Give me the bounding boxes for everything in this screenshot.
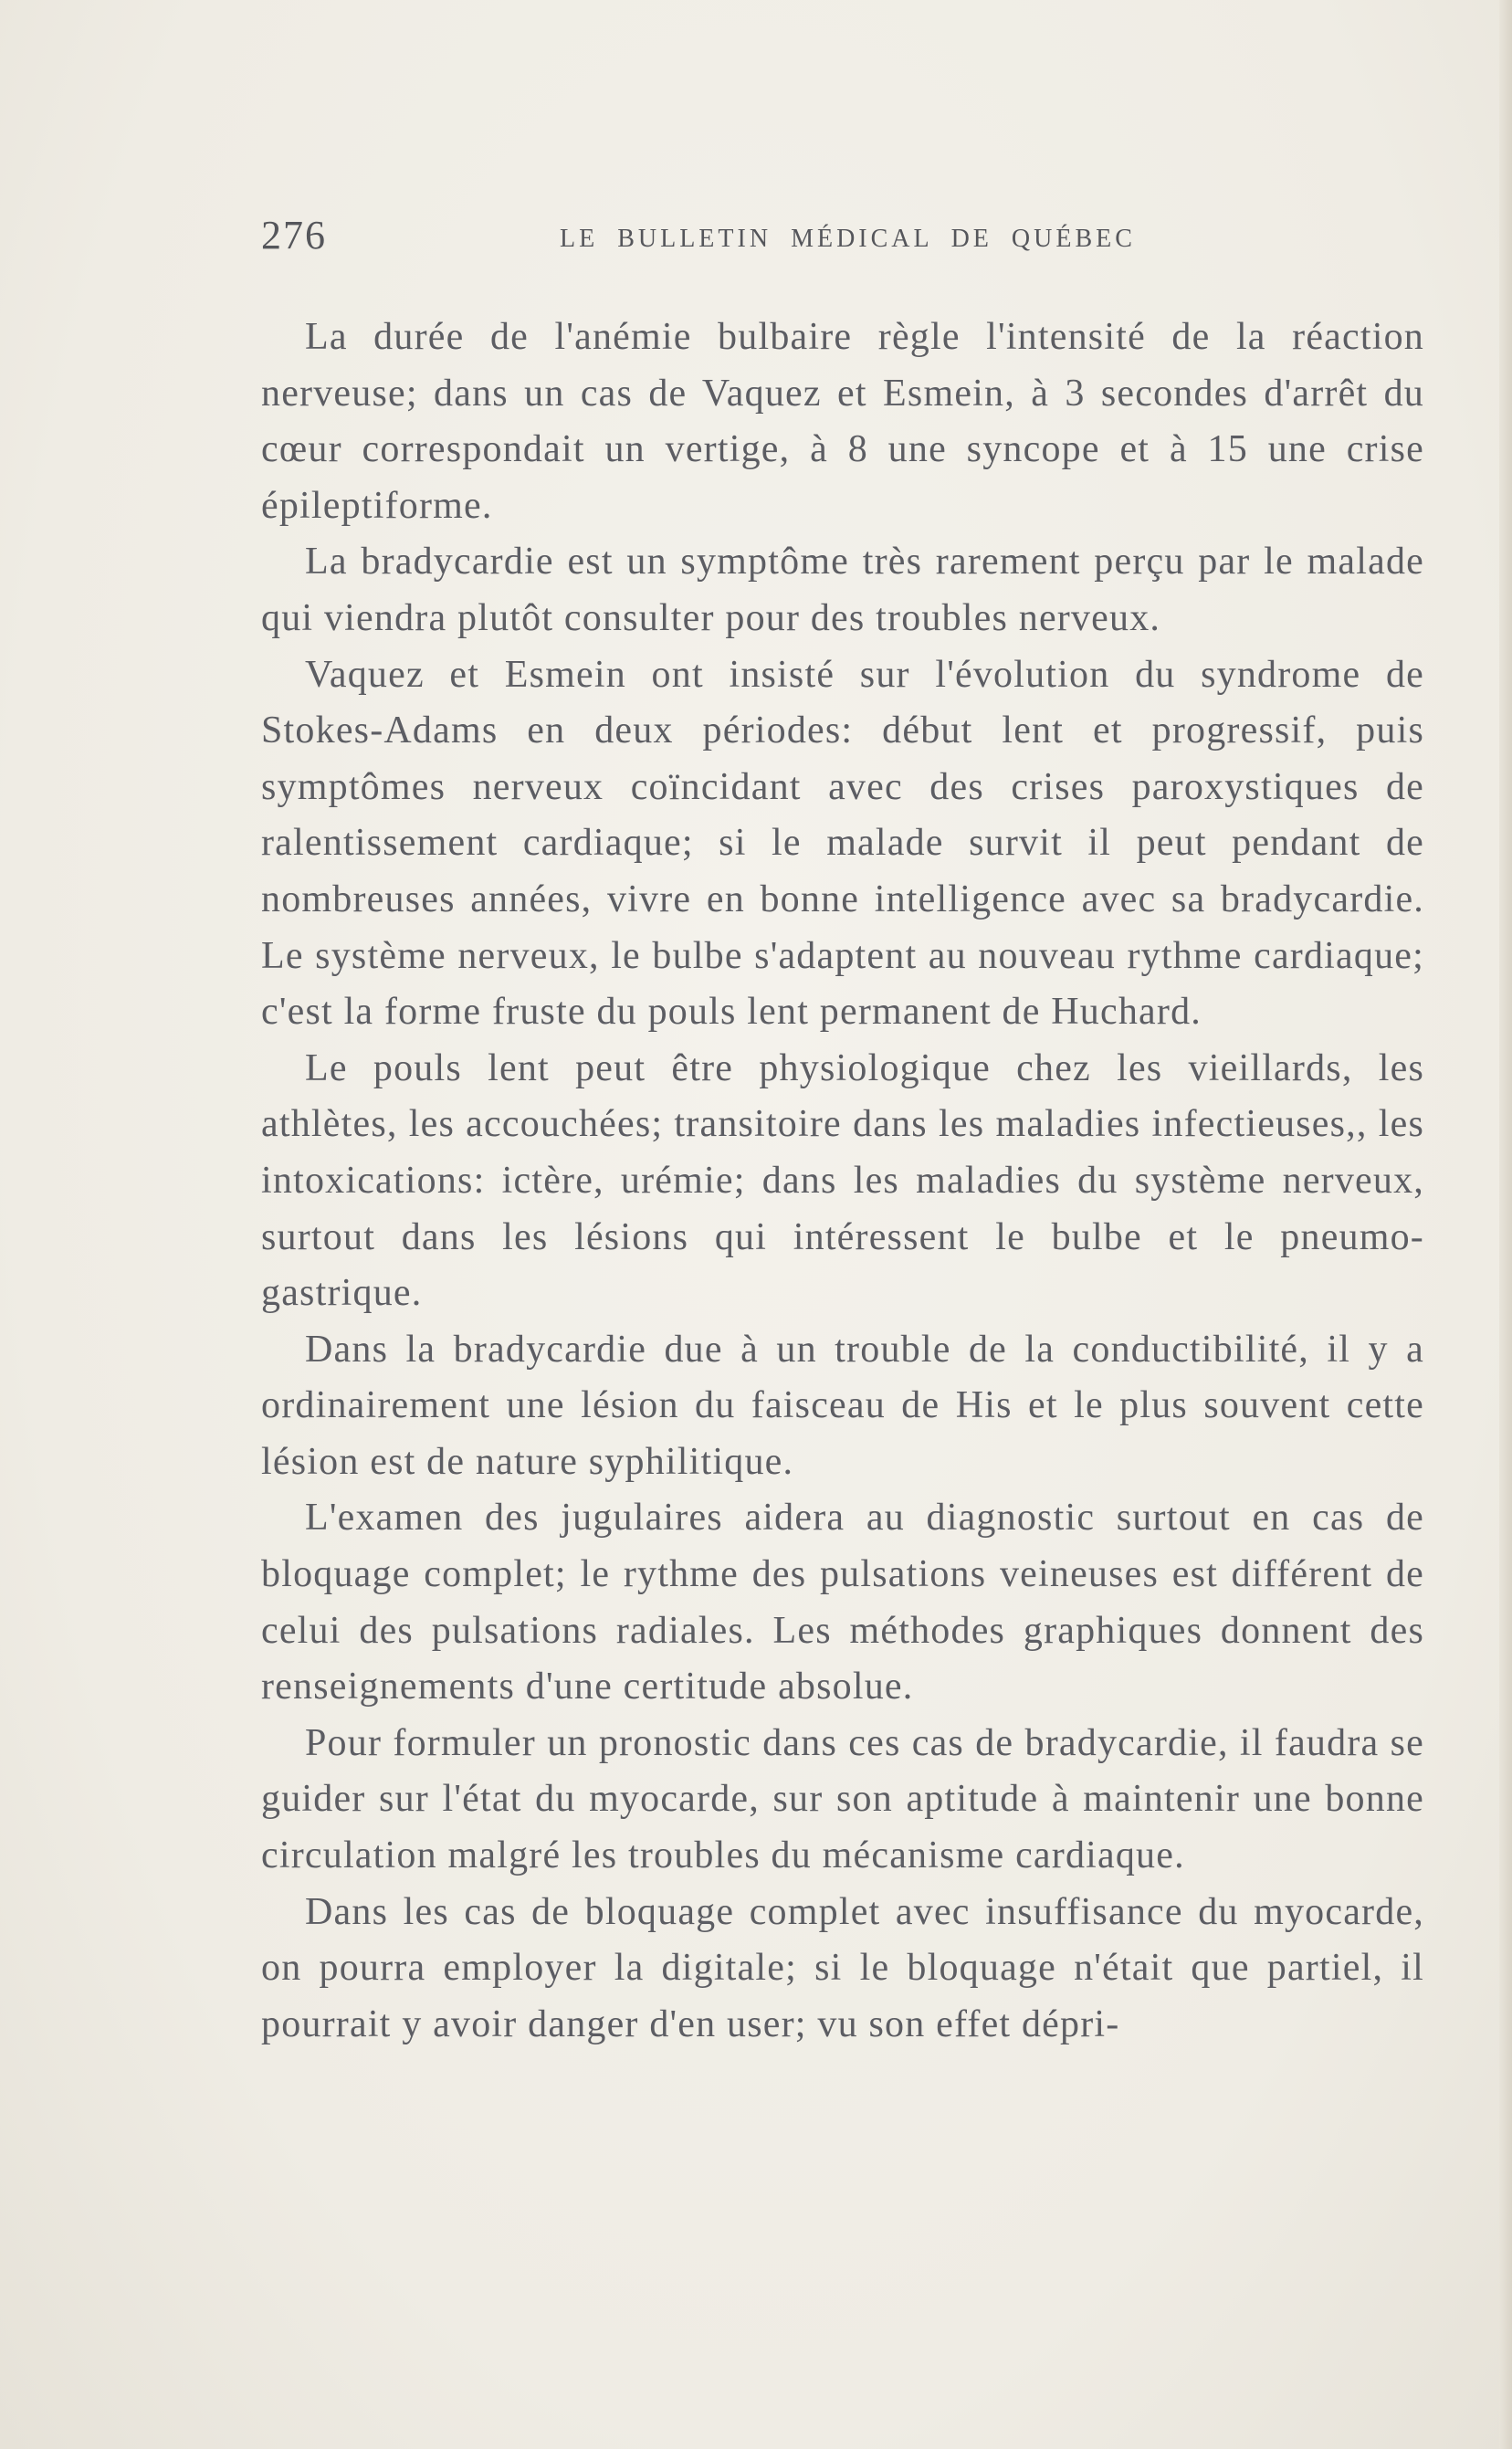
paragraph: Dans la bradycardie due à un trouble de la conductibilité, il y a ordinairement une lésion du faisceau de His et le plus souvent cette lésion est de nature syphilitique.	[261, 1328, 1424, 1483]
paragraph: L'examen des jugulaires aidera au diagnostic surtout en cas de bloquage complet; le rythme des pulsations veineuses est différent de celui des pulsations radiales. Les méthodes graphiques donnent des renseignements d'une certitude absolue.	[261, 1497, 1424, 1708]
paragraph: Dans les cas de bloquage complet avec insuffisance du myocarde, on pourra employer la digitale; si le bloquage n'était que partiel, il pourrait y avoir danger d'en user; vu son effet dépri-	[261, 1890, 1424, 2045]
paragraph: Vaquez et Esmein ont insisté sur l'évolution du syndrome de Stokes-Adams en deux périodes: début lent et progressif, puis symptômes nerveux coïncidant avec des crises paroxystiques de ralentissement cardiaque; si le malade survit il peut pendant de nombreuses années, vivre en bonne intelligence avec sa bradycardie. Le système nerveux, le bulbe s'adaptent au nouveau rythme cardiaque; c'est la forme fruste du pouls lent permanent de Huchard.	[261, 653, 1424, 1034]
paragraph: La bradycardie est un symptôme très rarement perçu par le malade qui viendra plutôt consulter pour des troubles nerveux.	[261, 541, 1424, 639]
running-title: LE BULLETIN MÉDICAL DE QUÉBEC	[560, 225, 1136, 253]
page-number: 276	[261, 213, 327, 258]
page-header	[261, 212, 1421, 267]
paragraph: Le pouls lent peut être physiologique chez les vieillards, les athlètes, les accouchées; transitoire dans les maladies infectieuses,, les intoxications: ictère, urémie; dans les maladies du système nerveux, surtout dans les lésions qui intéressent le bulbe et le pneumo-gastrique.	[261, 1046, 1424, 1315]
page-edge	[1499, 0, 1512, 2449]
paragraph: Pour formuler un pronostic dans ces cas de bradycardie, il faudra se guider sur l'état du myocarde, sur son aptitude à maintenir une bonne circulation malgré les troubles du mécanisme cardiaque.	[261, 1721, 1424, 1877]
paragraph: La durée de l'anémie bulbaire règle l'intensité de la réaction nerveuse; dans un cas de Vaquez et Esmein, à 3 secondes d'arrêt du cœur correspondait un vertige, à 8 une syncope et à 15 une crise épileptiforme.	[261, 316, 1424, 527]
body-text	[261, 310, 1424, 2053]
